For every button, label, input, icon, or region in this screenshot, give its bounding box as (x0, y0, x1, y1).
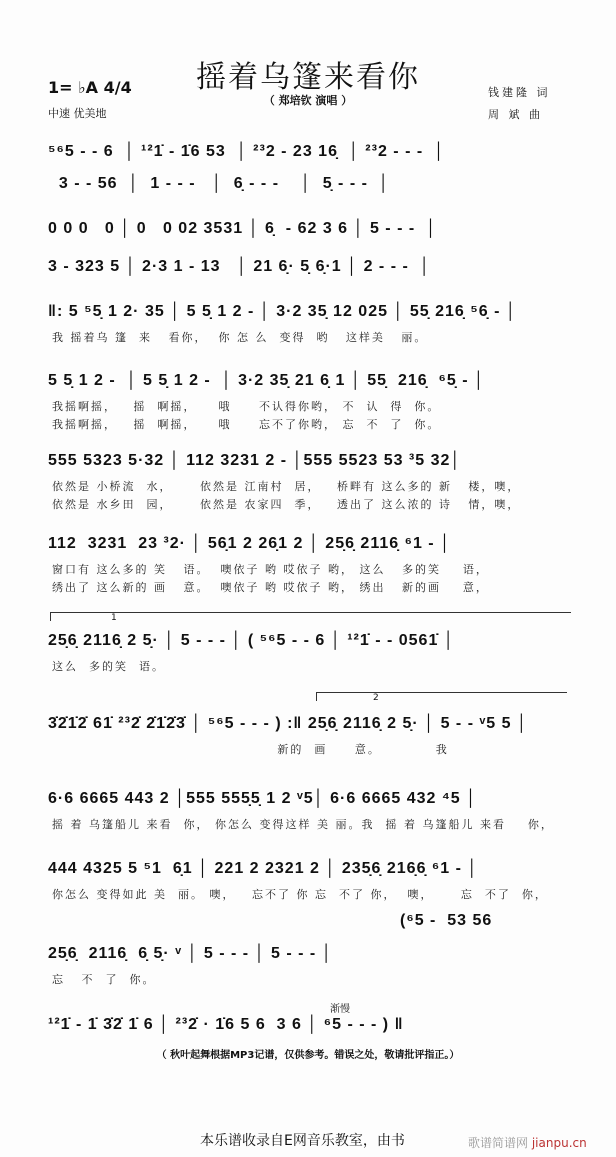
lyric-line: 你怎么 变得如此 美 丽。 噢， 忘不了 你 忘 不了 你， 噢， 忘 不了 你， (52, 888, 548, 901)
lyric-line: 忘 不 了 你。 (52, 973, 156, 986)
watermark-cn: 歌谱简谱网 (468, 1136, 529, 1150)
lyric-line: 窗口有 这么多的 笑 语。 噢依子 哟 哎依子 哟， 这么 多的笑 语， (52, 563, 489, 576)
lyric-line: 依然是 水乡田 园， 依然是 农家四 季， 透出了 这么浓的 诗 情，噢， (52, 498, 521, 511)
lyric-line: 我摇啊摇， 摇 啊摇， 哦 不认得你哟， 不 认 得 你。 (52, 400, 441, 413)
ritardando-marking: 渐慢 (330, 1004, 350, 1015)
song-title: 摇着乌篷来看你 (196, 60, 420, 95)
footer-source: 本乐谱收录自E网音乐教室，由书 (200, 1133, 405, 1149)
key-signature: 1= ♭A 4/4 (48, 78, 132, 97)
lyric-line: 我摇啊摇， 摇 啊摇， 哦 忘不了你哟， 忘 不 了 你。 (52, 418, 441, 431)
lyric-line: 绣出了 这么新的 画 意。 噢依子 哟 哎依子 哟， 绣出 新的画 意， (52, 581, 489, 594)
notation-line: 112 3231 23 ³2· │ 56̣1 2 26̣1 2 │ 25̣6̣ 2116̣ ⁶1 - │ (48, 535, 452, 552)
notation-line: ‖: 5 ⁵5̣ 1 2· 35 │ 5 5̣ 1 2 - │ 3·2 35̣ 12 025 │ 55̣ 216̣ ⁵6̣ - │ (48, 303, 517, 320)
notation-line: 0 0 0 0 │ 0 0 02 3531 │ 6̣ - 62 3 6 │ 5 - - - │ (48, 220, 438, 237)
notation-line: 6·6 6665 443 2 │555 555̣5̣ 1 2 ᵛ5│ 6·6 6665 432 ⁴5 │ (48, 790, 478, 807)
notation-line: 25̣6̣ 2116̣ 2 5̣· │ 5 - - - │ ( ⁵⁶5 - - 6 │ ¹²1̇ - - 0561̇ │ (48, 632, 455, 649)
lyric-line: 我 摇着乌 篷 来 看你， 你 怎 么 变得 哟 这样美 丽。 (52, 331, 428, 344)
volta-label: 2 (373, 693, 379, 703)
upper-voice-line: (⁶5 - 53 56 (400, 912, 493, 929)
watermark (468, 1134, 587, 1151)
lyric-line: 这么 多的笑 语。 (52, 660, 165, 673)
volta-label: 1 (111, 613, 117, 623)
notation-line: 555 5323 5·32 │ 112 3231 2 - │555 5523 53 ³5 32│ (48, 452, 462, 469)
transcriber-note: （ 秋叶起舞根据MP3记谱，仅供参考。错误之处，敬请批评指正。） (156, 1050, 460, 1061)
notation-line: ¹²1̇ - 1̇ 3̇2̇ 1̇ 6 │ ²³2̇ · 1̇6 5 6 3 6 │ ⁶5 - - - ) ‖ (48, 1016, 404, 1033)
lyricist: 钱建隆 词 (488, 86, 551, 99)
lyric-line: 依然是 小桥流 水， 依然是 江南村 居， 桥畔有 这么多的 新 楼，噢， (52, 480, 521, 493)
tempo-marking: 中速 优美地 (48, 107, 107, 120)
notation-line: ⁵⁶5 - - 6 │ ¹²1̇ - 1̇6 53 │ ²³2 - 23 16̣ │ ²³2 - - - │ (48, 143, 446, 160)
volta-2 (316, 692, 567, 701)
watermark-url: jianpu.cn (531, 1136, 587, 1150)
lyric-line: 新的 画 意。 我 (52, 743, 449, 756)
volta-1 (50, 612, 571, 621)
notation-line: 5 5̣ 1 2 - │ 5 5̣ 1 2 - │ 3·2 35̣ 21 6̣ 1 │ 55̣ 216̣ ⁶5̣ - │ (48, 372, 486, 389)
notation-line: 3 - 323 5 │ 2·3 1 - 13 │ 21 6̣· 5̣ 6̣·1 │ 2 - - - │ (48, 258, 431, 275)
notation-line: 444 4325 5 ⁵1 6̣1 │ 221 2 2321 2 │ 235̣6̣ 216̣6̣ ⁶1 - │ (48, 860, 479, 877)
notation-line: 3̇2̇1̇2̇ 61̇ ²³2̇ 2̇1̇2̇3̇ │ ⁵⁶5 - - - ) :‖ 25̣6̣ 2116̣ 2 5̣· │ 5 - - ᵛ5 5 │ (48, 715, 528, 732)
notation-line: 3 - - 56 │ 1 - - - │ 6̣ - - - │ 5̣ - - - │ (48, 175, 390, 192)
notation-line: 25̣6̣ 2116̣ 6̣ 5̣· ᵛ │ 5 - - - │ 5 - - - │ (48, 945, 333, 962)
composer: 周 斌 曲 (488, 108, 543, 121)
lyric-line: 摇 着 乌篷船儿 来看 你， 你怎么 变得这样 美 丽。我 摇 着 乌篷船儿 来看 你， (52, 818, 554, 831)
singer: （ 郑培钦 演唱 ） (263, 94, 353, 107)
